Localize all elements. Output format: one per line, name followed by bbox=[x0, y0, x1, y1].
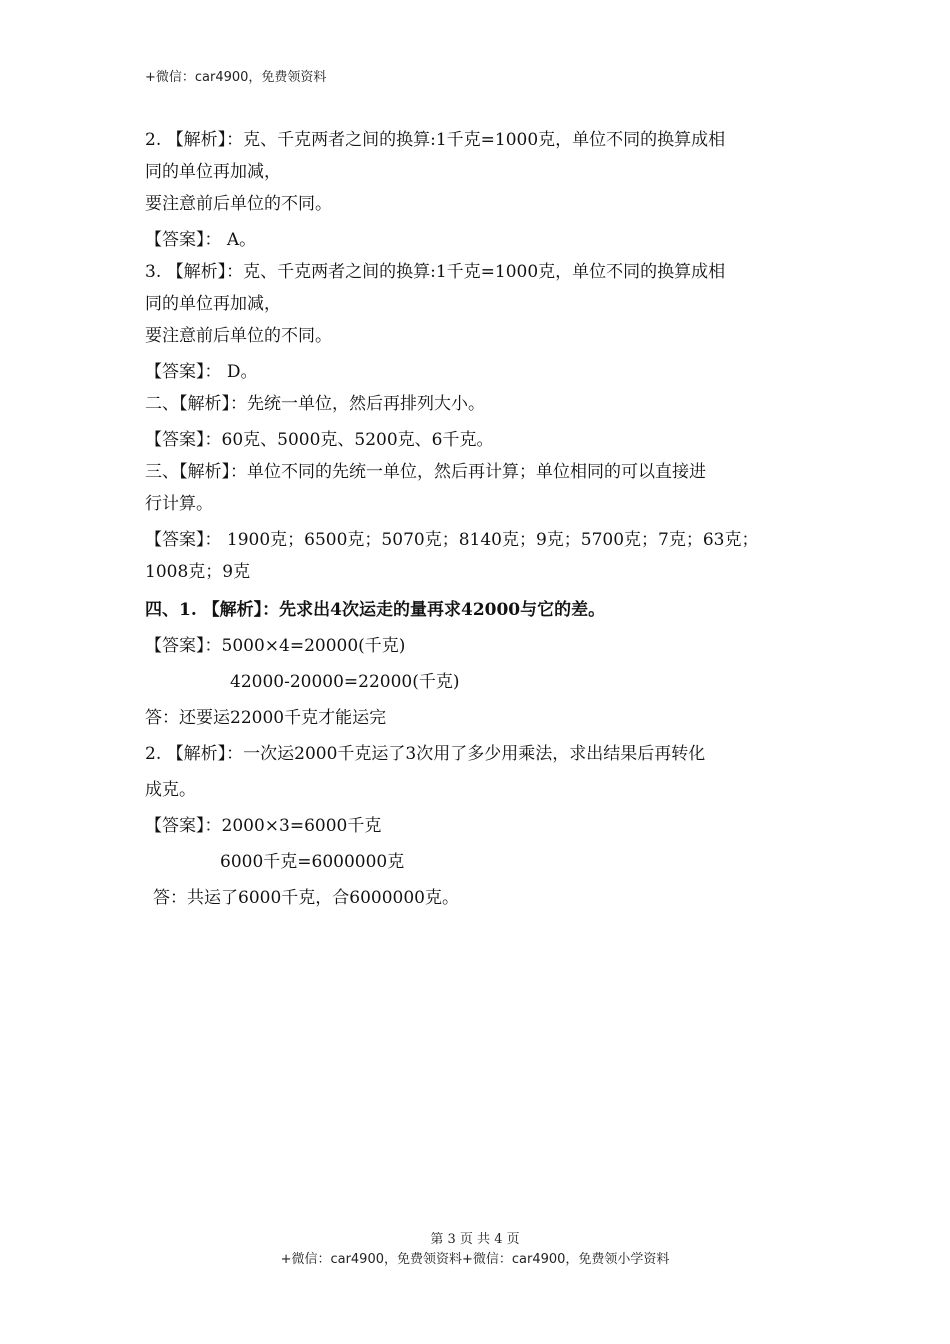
answer-body bbox=[145, 124, 815, 914]
text-line: 3. 【解析】：克、千克两者之间的换算:1千克=1000克，单位不同的换算成相 bbox=[145, 262, 726, 282]
text-line: 1008克；9克 bbox=[145, 562, 251, 582]
text-line: 【答案】： A。 bbox=[145, 230, 257, 250]
text-line: 42000-20000=22000(千克) bbox=[230, 672, 460, 692]
text-line: 2. 【解析】：克、千克两者之间的换算:1千克=1000克，单位不同的换算成相 bbox=[145, 130, 726, 150]
text-line: 行计算。 bbox=[145, 494, 213, 514]
text-line: 2. 【解析】：一次运2000千克运了3次用了多少用乘法，求出结果后再转化 bbox=[145, 744, 706, 764]
text-line: 二、【解析】：先统一单位，然后再排列大小。 bbox=[145, 394, 485, 414]
text-line: 【答案】：5000×4=20000(千克) bbox=[145, 636, 406, 656]
header-note: +微信：car4900，免费领资料 bbox=[145, 70, 327, 85]
text-line: 【答案】： D。 bbox=[145, 362, 258, 382]
page-number: 第 3 页 共 4 页 bbox=[430, 1232, 520, 1247]
text-line: 要注意前后单位的不同。 bbox=[145, 194, 332, 214]
text-line: 成克。 bbox=[145, 780, 196, 800]
text-line: 三、【解析】：单位不同的先统一单位，然后再计算；单位相同的可以直接进 bbox=[145, 462, 706, 482]
text-line: 同的单位再加减， bbox=[145, 294, 281, 314]
text-line: 要注意前后单位的不同。 bbox=[145, 326, 332, 346]
text-line: 四、1. 【解析】：先求出4次运走的量再求42000与它的差。 bbox=[145, 600, 606, 620]
text-line: 答：共运了6000千克，合6000000克。 bbox=[153, 888, 459, 908]
text-line: 【答案】：60克、5000克、5200克、6千克。 bbox=[145, 430, 494, 450]
text-line: 同的单位再加减， bbox=[145, 162, 281, 182]
text-line: 【答案】： 1900克；6500克；5070克；8140克；9克；5700克；7克；63克； bbox=[145, 530, 759, 550]
text-line: 6000千克=6000000克 bbox=[220, 852, 405, 872]
text-line: 答：还要运22000千克才能运完 bbox=[145, 708, 387, 728]
text-line: 【答案】：2000×3=6000千克 bbox=[145, 816, 382, 836]
footer-note: +微信：car4900，免费领资料+微信：car4900，免费领小学资料 bbox=[280, 1252, 670, 1267]
